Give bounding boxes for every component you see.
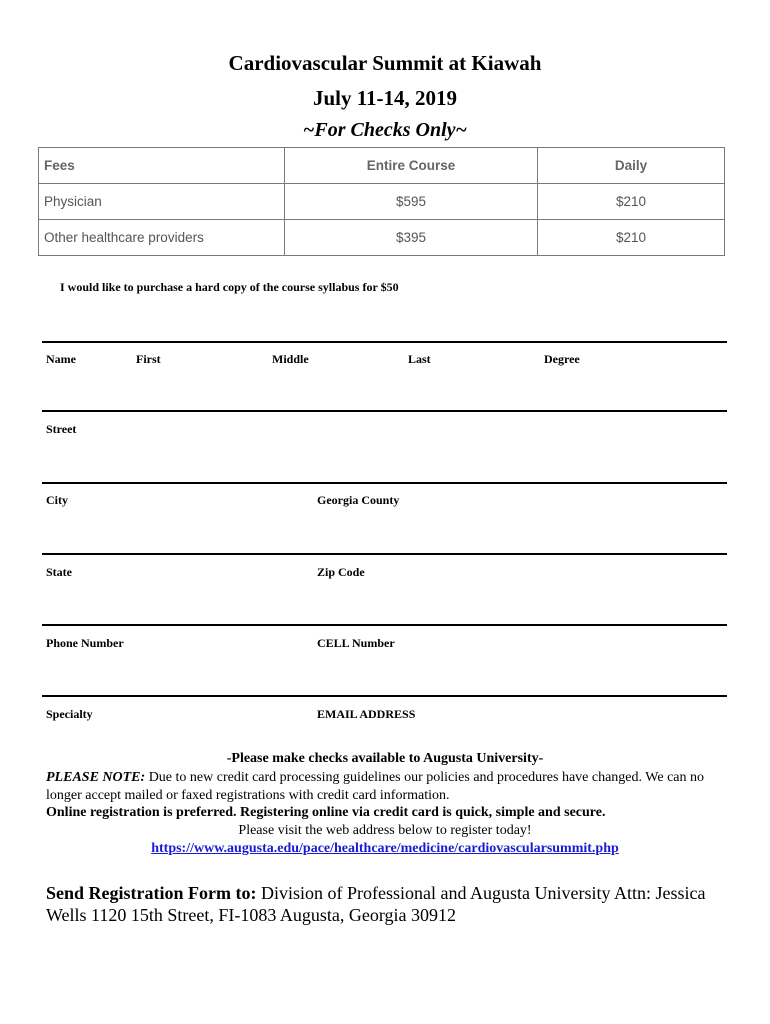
street-label: Street bbox=[46, 422, 77, 436]
phone-label: Phone Number bbox=[46, 636, 124, 650]
form-divider bbox=[42, 482, 727, 484]
fees-table bbox=[38, 147, 725, 256]
county-label: Georgia County bbox=[317, 493, 400, 507]
form-divider bbox=[42, 341, 727, 343]
syllabus-option: I would like to purchase a hard copy of the course syllabus for $50 bbox=[60, 280, 399, 294]
column-header-entire-course: Entire Course bbox=[285, 148, 538, 184]
cell-label: CELL Number bbox=[317, 636, 395, 650]
send-address: Division of Professional and Augusta University Attn: Jessica Wells 1120 15th Street, FI-1083 Augusta, Georgia 30912 bbox=[46, 883, 706, 925]
page-title: Cardiovascular Summit at Kiawah bbox=[228, 51, 542, 75]
form-divider bbox=[42, 695, 727, 697]
column-header-daily: Daily bbox=[538, 148, 725, 184]
email-label: EMAIL ADDRESS bbox=[317, 707, 416, 721]
table-cell: $210 bbox=[538, 220, 725, 256]
registration-link[interactable]: https://www.augusta.edu/pace/healthcare/medicine/cardiovascularsummit.php bbox=[151, 841, 619, 856]
form-divider bbox=[42, 624, 727, 626]
state-label: State bbox=[46, 565, 72, 579]
table-row bbox=[39, 220, 725, 256]
table-cell: $210 bbox=[538, 184, 725, 220]
send-label: Send Registration Form to: bbox=[46, 883, 257, 903]
zip-code-label: Zip Code bbox=[317, 565, 365, 579]
last-name-label: Last bbox=[408, 352, 431, 366]
visit-note: Please visit the web address below to register today! bbox=[238, 823, 532, 838]
checks-note: -Please make checks available to Augusta University- bbox=[226, 751, 544, 766]
table-row bbox=[39, 184, 725, 220]
name-label: Name bbox=[46, 352, 76, 366]
form-divider bbox=[42, 553, 727, 555]
first-name-label: First bbox=[136, 352, 161, 366]
specialty-label: Specialty bbox=[46, 707, 93, 721]
column-header-fees: Fees bbox=[39, 148, 285, 184]
table-cell: Other healthcare providers bbox=[39, 220, 285, 256]
please-note bbox=[46, 769, 736, 805]
page-subtitle: ~For Checks Only~ bbox=[303, 119, 467, 141]
please-note-text: Due to new credit card processing guidelines our policies and procedures have changed. We can no longer accept mailed or faxed registrations with credit card information. bbox=[46, 770, 704, 803]
table-header-row bbox=[39, 148, 725, 184]
table-cell: $595 bbox=[285, 184, 538, 220]
event-dates: July 11-14, 2019 bbox=[312, 86, 458, 110]
city-label: City bbox=[46, 493, 68, 507]
please-note-label: PLEASE NOTE: bbox=[46, 770, 146, 785]
table-cell: $395 bbox=[285, 220, 538, 256]
degree-label: Degree bbox=[544, 352, 580, 366]
send-registration bbox=[46, 882, 736, 926]
online-registration-note: Online registration is preferred. Registering online via credit card is quick, simple and secure. bbox=[46, 805, 606, 820]
middle-name-label: Middle bbox=[272, 352, 309, 366]
table-cell: Physician bbox=[39, 184, 285, 220]
form-divider bbox=[42, 410, 727, 412]
